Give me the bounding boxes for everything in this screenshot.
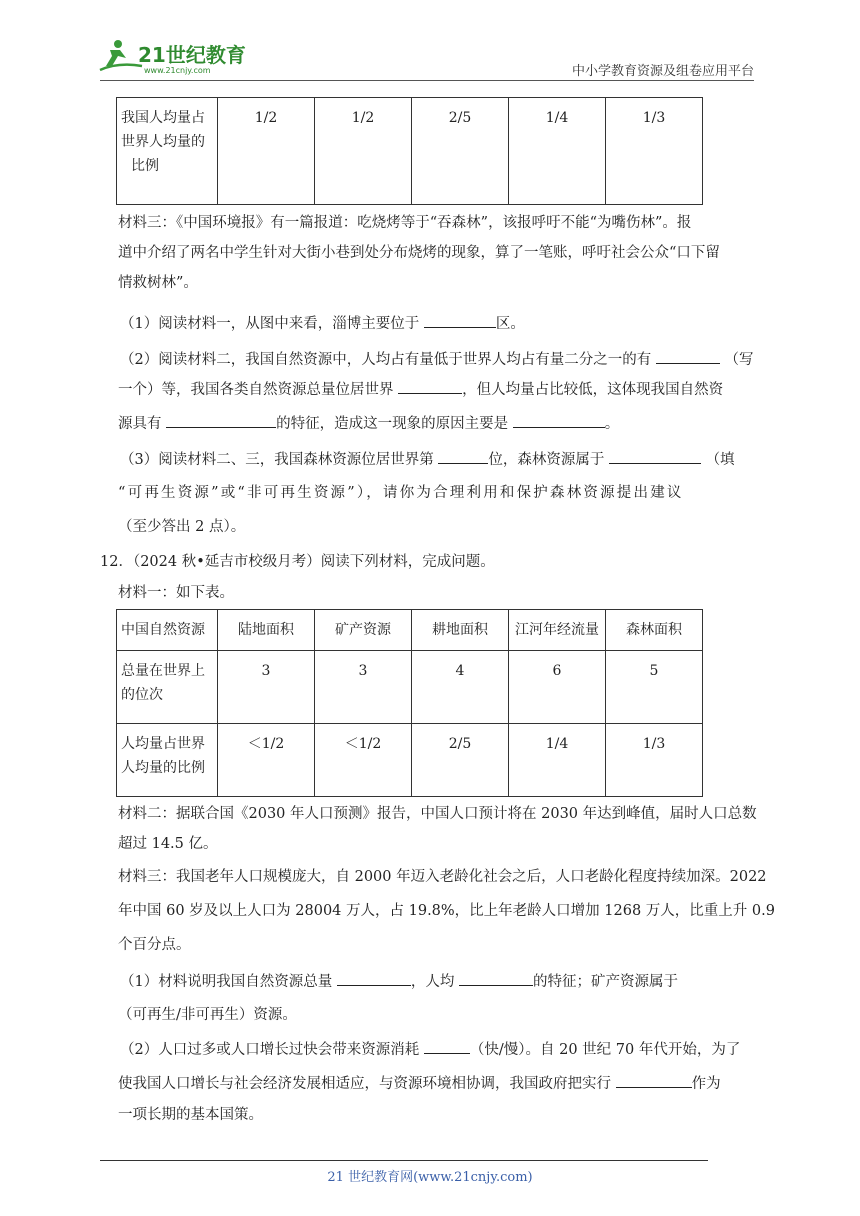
table-cell: 2/5 xyxy=(412,98,509,205)
question-12-2-line1: （2）人口过多或人口增长过快会带来资源消耗 （快/慢）。自 20 世纪 70 年代开始，为了 xyxy=(120,1039,740,1060)
logo-url: www.21cnjy.com xyxy=(144,66,211,75)
answer-blank[interactable] xyxy=(337,971,411,986)
table-header-cell: 江河年经流量 xyxy=(509,610,606,651)
footer-site-link[interactable]: 21 世纪教育网(www.21cnjy.com) xyxy=(327,1170,533,1185)
footer-divider xyxy=(100,1160,708,1161)
table-header-cell: 中国自然资源 xyxy=(117,610,218,651)
answer-blank[interactable] xyxy=(513,413,605,428)
runner-icon xyxy=(100,40,142,70)
question-3-line3: （至少答出 2 点）。 xyxy=(118,519,246,535)
table-cell: 1/2 xyxy=(315,98,412,205)
material1-intro: 材料一：如下表。 xyxy=(118,585,234,601)
question-2-line2: 一个）等，我国各类自然资源总量位居世界 ，但人均量占比较低，这体现我国自然资 xyxy=(118,379,723,400)
table-row xyxy=(117,98,703,205)
question-12-2-line3: 一项长期的基本国策。 xyxy=(118,1107,263,1123)
material2-line1: 材料二：据联合国《2030 年人口预测》报告，中国人口预计将在 2030 年达到峰值，届时人口总数 xyxy=(118,806,757,822)
question-3-line1: （3）阅读材料二、三，我国森林资源位居世界第 位，森林资源属于 （填 xyxy=(120,449,735,470)
answer-blank[interactable] xyxy=(459,971,533,986)
answer-blank[interactable] xyxy=(424,1039,470,1054)
table-cell: 6 xyxy=(509,651,606,724)
table-cell: 4 xyxy=(412,651,509,724)
material2-line2: 超过 14.5 亿。 xyxy=(118,836,218,852)
table-cell: ＜1/2 xyxy=(218,724,315,797)
answer-blank[interactable] xyxy=(616,1073,692,1088)
answer-blank[interactable] xyxy=(656,349,720,364)
table-cell: 3 xyxy=(315,651,412,724)
table-row-label: 总量在世界上 的位次 xyxy=(117,651,218,724)
table-header-cell: 耕地面积 xyxy=(412,610,509,651)
header-platform-text: 中小学教育资源及组卷应用平台 xyxy=(571,64,754,79)
header-divider xyxy=(100,80,754,81)
site-logo xyxy=(98,36,258,76)
answer-blank[interactable] xyxy=(166,413,276,428)
table-header-row xyxy=(117,610,703,651)
table-natural-resources xyxy=(116,609,703,797)
answer-blank[interactable] xyxy=(438,449,488,464)
question-12-1-line2: （可再生/非可再生）资源。 xyxy=(118,1007,297,1023)
table-cell: 1/3 xyxy=(606,98,703,205)
table-cell: 5 xyxy=(606,651,703,724)
material3b-line2: 年中国 60 岁及以上人口为 28004 万人，占 19.8%，比上年老龄人口增加 1268 万人，比重上升 0.9 xyxy=(118,903,775,919)
material3-line3: 情救树林”。 xyxy=(118,275,198,291)
question-12-2-line2: 使我国人口增长与社会经济发展相适应，与资源环境相协调，我国政府把实行 作为 xyxy=(118,1073,721,1094)
material3b-line3: 个百分点。 xyxy=(118,937,191,953)
material3b-line1: 材料三：我国老年人口规模庞大，自 2000 年迈入老龄化社会之后，人口老龄化程度持续加深。2022 xyxy=(118,869,767,885)
question-1: （1）阅读材料一，从图中来看，淄博主要位于 区。 xyxy=(120,313,525,334)
material3-line2: 道中介绍了两名中学生针对大街小巷到处分布烧烤的现象，算了一笔账，呼吁社会公众“口下留 xyxy=(118,245,720,261)
table-cell: 1/2 xyxy=(218,98,315,205)
material3-line1: 材料三：《中国环境报》有一篇报道：吃烧烤等于“吞森林”，该报呼吁不能“为嘴伤林”。报 xyxy=(118,215,692,231)
table-header-cell: 森林面积 xyxy=(606,610,703,651)
question-12-title: 12．（2024 秋•延吉市校级月考）阅读下列材料，完成问题。 xyxy=(100,554,495,570)
table-cell: 1/3 xyxy=(606,724,703,797)
answer-blank[interactable] xyxy=(424,313,496,328)
table-row xyxy=(117,724,703,797)
answer-blank[interactable] xyxy=(609,449,701,464)
table-header-cell: 陆地面积 xyxy=(218,610,315,651)
table-row-label: 我国人均量占 世界人均量的 比例 xyxy=(117,98,218,205)
logo-text: 21世纪教育 xyxy=(138,43,246,67)
table-header-cell: 矿产资源 xyxy=(315,610,412,651)
table-row-label: 人均量占世界 人均量的比例 xyxy=(117,724,218,797)
question-2-line3: 源具有 的特征，造成这一现象的原因主要是 。 xyxy=(118,413,619,434)
table-cell: ＜1/2 xyxy=(315,724,412,797)
table-resource-ratio-continued xyxy=(116,97,703,205)
question-2-line1: （2）阅读材料二，我国自然资源中，人均占有量低于世界人均占有量二分之一的有 （写 xyxy=(120,349,753,370)
question-12-1-line1: （1）材料说明我国自然资源总量 ，人均 的特征；矿产资源属于 xyxy=(120,971,678,992)
table-cell: 3 xyxy=(218,651,315,724)
question-3-line2: “可再生资源”或“非可再生资源”），请你为合理利用和保护森林资源提出建议 xyxy=(118,485,684,501)
answer-blank[interactable] xyxy=(398,379,462,394)
table-cell: 1/4 xyxy=(509,98,606,205)
table-row xyxy=(117,651,703,724)
table-cell: 2/5 xyxy=(412,724,509,797)
table-cell: 1/4 xyxy=(509,724,606,797)
